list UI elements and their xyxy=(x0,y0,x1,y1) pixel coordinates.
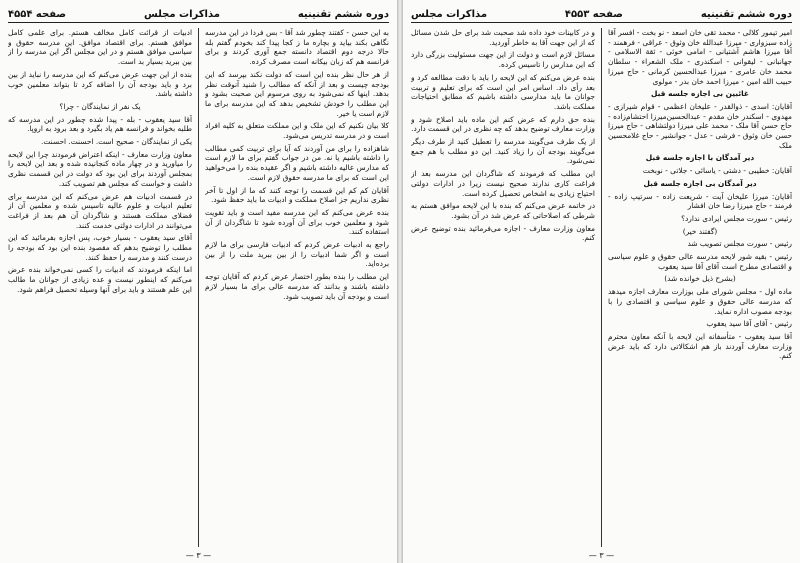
page-footer: — ۳ — xyxy=(588,551,615,560)
paragraph: آقا سید یعقوب - بله - پیدا شده چطور در این مدرسه که طلبه بخواند و فرانسه هم یاد بگیرد و بعد برود به اروپا. xyxy=(8,114,192,134)
paragraph: این مطلب را بنده بطور اختصار عرض کردم که آقایان توجه داشته باشند و بدانند که مدرسه عالی برای ما بسیار لازم است و بودجه آن باید تصویب شود. xyxy=(205,272,389,301)
header-page-number: صفحه ۴۵۵۳ xyxy=(564,8,623,20)
text-column-right xyxy=(608,28,792,547)
paragraph: رئیس - سورت مجلس ایرادی ندارد؟ xyxy=(681,213,792,223)
header-page-number: صفحه ۴۵۵۴ xyxy=(8,8,67,20)
header-section: مذاکرات مجلس xyxy=(411,8,488,20)
text-column-left xyxy=(8,28,192,547)
right-page xyxy=(403,0,800,563)
column-divider xyxy=(601,28,602,547)
paragraph: و در کابینات خود داده شد صحبت شد برای حل شدن مسائل که از این جهت آقا به خاطر آوردید. xyxy=(411,28,595,47)
paragraph: امیر تیمور کلالی - محمد تقی خان اسعد - نو بخت - افسر آقا زاده سبزواری - میرزا عبدالله خان وثوق - عراقی - فرهمند - آقا میرزا هاشم آشتیانی - امامی خوئی - ثقة الاسلامی - جهانبانی - لیقوانی - اسکندری - ملک الشعراء - سلطان محمد خان عامری - میرزا عبدالحسین کرمانی - حاج میرزا حبیب الله امین - میرزا احمد خان بدر - مولوی xyxy=(608,28,792,86)
header-section: مذاکرات مجلس xyxy=(143,8,220,20)
paragraph: آقا سید یعقوب - متأسفانه این لایحه با آنکه معاون محترم وزارت معارف آوردند باز هم اشکالاتی دارد که باید عرض کنم. xyxy=(608,331,792,361)
paragraph: ماده اول - مجلس شورای ملی بوزارت معارف اجازه میدهد که مدرسه عالی حقوق و علوم سیاسی و اقتصادی را با بودجه مصوب اداره نماید. xyxy=(608,287,792,316)
text-column-right xyxy=(205,28,389,547)
paragraph: آقایان: میرزا علیخان آیت - شریعت زاده - سرتیپ زاده - فرمند - حاج میرزا رضا خان افشار xyxy=(608,191,792,211)
paragraph: بنده از این جهت عرض می‌کنم که این مدرسه را نباید از بین برد و باید بودجه آن را اضافه کرد تا بتواند معلمین خوب داشته باشد. xyxy=(8,69,192,99)
paragraph: رئیس - بقیه شور لایحه مدرسه عالی حقوق و علوم سیاسی و اقتصادی مطرح است آقای آقا سید یعقوب xyxy=(608,252,792,271)
paragraph: راجع به ادبیات عرض کردم که ادبیات فارسی برای ما لازم است و اگر شما ادبیات را از بین ببرید ملت را از بین برده‌اید. xyxy=(205,240,389,269)
paragraph: در خاتمه عرض می‌کنم که بنده با این لایحه موافق هستم به شرطی که اصلاحاتی که عرض شد در آن بشود. xyxy=(411,201,595,220)
paragraph: بنده عرض می‌کنم که این لایحه را باید با دقت مطالعه کرد و بعد رأی داد. اساس امر این است که برای تعلیم و تربیت جوانان ما باید مدارسی داشته باشیم که مطابق احتیاجات مملکت باشد. xyxy=(411,72,595,111)
paragraph: اما اینکه فرمودند که ادبیات را کسی نمی‌خواند بنده عرض می‌کنم که اینطور نیست و عده زیادی از جوانان ما طالب این علم هستند و باید برای آنها وسیله تحصیل فراهم شود. xyxy=(8,265,192,294)
page-header xyxy=(411,6,792,23)
paragraph: بنده عرض می‌کنم که این مدرسه مفید است و باید تقویت شود و معلمین خوب برای آن آورده شود تا شاگردان از آن استفاده کنند. xyxy=(205,207,389,237)
section-heading: غائبین بی اجازه جلسه قبل xyxy=(651,89,749,99)
paragraph: رئیس - آقای آقا سید یعقوب xyxy=(706,319,792,329)
page-header xyxy=(8,6,389,23)
paragraph: بنده حق دارم که عرض کنم این ماده باید اصلاح شود و وزارت معارف توضیح بدهد که چه نظری در این قسمت دارد. xyxy=(411,114,595,134)
paragraph: آقایان کم کم این قسمت را توجه کنند که ما از اول تا آخر نظری نداریم جز اصلاح مملکت و ادبیات ما باید حفظ شود. xyxy=(205,185,389,205)
paragraph: یک نفر از نمایندگان - چرا؟ xyxy=(59,101,141,111)
paragraph: از یک طرف می‌گویند مدرسه را تعطیل کنید از طرف دیگر می‌گویند بودجه آن را زیاد کنید. این دو مطلب با هم جمع نمی‌شود. xyxy=(411,137,595,166)
paragraph: معاون وزارت معارف - اجازه می‌فرمائید بنده توضیح عرض کنم. xyxy=(411,223,595,243)
paragraph: رئیس - سورت مجلس تصویب شد xyxy=(687,239,792,249)
text-column-left xyxy=(411,28,595,547)
paragraph: کلا بیان نکنیم که این ملک و این مملکت متعلق به کلیه افراد است و در مدرسه تدریس می‌شود. xyxy=(205,121,389,141)
paragraph: از هر حال نظر بنده این است که دولت نکند بپرسد که این بودجه چیست و بعد از آنکه که مطالب را شنید آنوقت نظر بدهد. اینها که نمی‌شود به روی مرسوم این صحبت بشود و این مطلب را خودش تشخیص بدهد که این مدرسه برای ما لازم است یا خیر. xyxy=(205,69,389,118)
paragraph: آقایان: اسدی - ذوالقدر - علیخان اعظمی - قوام شیرازی - مهدوی - اسکندر خان مقدم - عبدالحسین‌میرزا احتشام‌زاده - حاج حسن آقا ملک - محمد علی میرزا دولتشاهی - حاج میرزا حسن خان وثوق - فرشی - عدل - جوانشیر - حاج غلامحسین ملک xyxy=(608,101,792,150)
page-footer: — ۳ — xyxy=(185,551,212,560)
paragraph: شاهزاده را برای من آوردند که آیا برای تربیت کمی مطالب را داشته باشیم یا نه. من در جواب گفتم برای ما لازم است که مدارس عالیه داشته باشیم و اگر عقیده بنده را می‌خواهید این است که برای ما مدرسه حقوق لازم است. xyxy=(205,143,389,182)
section-heading: دیر آمدگان با اجازه جلسه قبل xyxy=(645,153,755,163)
paragraph: این مطلب که فرمودند که شاگردان این مدرسه بعد از فراغت کاری ندارند صحیح نیست زیرا در ادارات دولتی احتیاج زیادی به اشخاص تحصیل کرده است. xyxy=(411,169,595,198)
paragraph: به این حسن - کفتند چطور شد آقا - بس فردا در این مدرسه نگاهی بکند بیاید و بچاره ما ز کجا پیدا کند بخودم گفتم بله حالا درجه دوم اقتصاد دانسته جمع آوری کردند و برای فرانسه هم که زبان بیکانه است مصرف کرده. xyxy=(205,28,389,67)
paragraph: ادبیات از قرائت کامل مخالف هستم. برای علمی کامل موافق هستم. برای اقتصاد موافق. این مدرسه حقوق و سیاسی موافق هستم و در این مجلس اگر این مدرسه را از بین ببرید بسیار بد است. xyxy=(8,28,192,67)
paragraph: (گفتند خیر) xyxy=(682,226,718,236)
paragraph: در قسمت ادبیات هم عرض می‌کنم که این مدرسه برای تعلیم ادبیات و علوم عالیه تاسیس شده و معلمین آن از فضلای مملکت هستند و شاگردان آن هم بعد از فراغت می‌توانند در ادارات دولتی خدمت کنند. xyxy=(8,191,192,230)
paragraph: یکی از نمایندگان - صحیح است. احسنت. احسنت. xyxy=(41,137,192,147)
header-date: دوره ششم تقنینیه xyxy=(297,8,389,20)
left-page xyxy=(0,0,397,563)
header-date: دوره ششم تقنینیه xyxy=(700,8,792,20)
paragraph: آقای سید یعقوب - بسیار خوب، پس اجازه بفرمائید که این مطلب را توضیح بدهم که مقصود بنده این بود که بودجه را درست کنند و مدرسه را حفظ کنند. xyxy=(8,233,192,262)
paragraph: مسائل لازم است و دولت از این جهت مسئولیت بزرگی دارد که این مدارس را تاسیس کرده. xyxy=(411,50,595,70)
paragraph: آقایان: خطیبی - دشتی - یاسائی - جلاتی - نوبخت xyxy=(642,166,792,176)
section-heading: دیر آمدگان بی اجازه جلسه قبل xyxy=(643,178,757,188)
column-divider xyxy=(198,28,199,547)
paragraph: معاون وزارت معارف - اینکه اعتراض فرمودند چرا این لایحه را میاورید و در چهار ماده کنجانیده شده و بعد این لایحه را بمجلس آوردند برای این بود که دولت در این قسمت نظری داشت و خواست که مجلس هم تصویب کند. xyxy=(8,149,192,188)
paragraph: (بشرح ذیل خوانده شد) xyxy=(664,274,736,284)
